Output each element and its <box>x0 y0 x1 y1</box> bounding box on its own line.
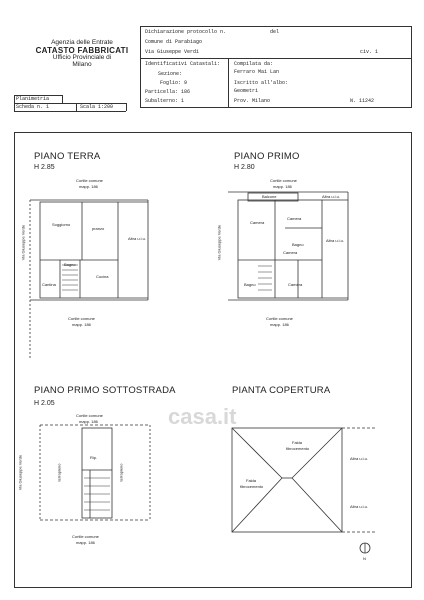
label-cortile-primo-top: Cortile comune <box>270 178 297 183</box>
room-bagno-primo: Bagno <box>292 242 304 247</box>
altra-copertura-1: Altra u.i.u. <box>350 456 369 461</box>
plan-title-copertura: PIANTA COPERTURA <box>232 385 331 396</box>
label-mapp-terra-top: mapp. 186 <box>79 184 98 189</box>
civ: civ. 1 <box>360 49 379 55</box>
falda-1: Falda <box>292 440 303 445</box>
compilatore: Ferraro Mai Lan <box>234 69 280 75</box>
label-cortile-sotto-top: Cortile comune <box>76 413 103 418</box>
altra-terra: Altra u.i.u. <box>128 236 147 241</box>
particella: Particella: 186 <box>145 89 191 95</box>
room-bagno-2: Bagno <box>244 282 256 287</box>
label-cortile-sotto-bottom: Cortile comune <box>72 534 99 539</box>
watermark: casa.it <box>168 404 237 429</box>
label-mapp-primo-top: mapp. 186 <box>273 184 292 189</box>
room-camera-4: Camera <box>288 282 303 287</box>
label-mapp-primo-bottom: mapp. 186 <box>270 322 289 327</box>
height-terra: H 2.85 <box>34 164 55 171</box>
label-mapp-terra-bottom: mapp. 186 <box>72 322 91 327</box>
room-terrapieno-2: terrapieno <box>118 463 124 482</box>
foglio: Foglio: 9 <box>160 80 188 86</box>
agency-line1: Agenzia delle Entrate <box>51 39 113 46</box>
side-primo: Via Giuseppe Verde <box>216 224 222 261</box>
via: Via Giuseppe Verdi <box>145 49 200 55</box>
altra-primo: Altra u.i.u. <box>326 238 345 243</box>
north-label: N <box>363 556 366 561</box>
height-primo: H 2.80 <box>234 164 255 171</box>
subalterno: Subalterno: 1 <box>145 98 185 104</box>
room-camera-1: Camera <box>250 220 265 225</box>
plan-title-terra: PIANO TERRA <box>34 151 101 162</box>
falda-2b: fibrocemento <box>240 484 264 489</box>
room-camera-2: Camera <box>287 216 302 221</box>
altra-primo-2: Altra u.i.u. <box>322 194 341 199</box>
label-cortile-terra-bottom: Cortile comune <box>68 316 95 321</box>
agency-line4: Milano <box>72 61 92 69</box>
sezione: Sezione: <box>158 71 183 77</box>
room-bagno-terra: Bagno <box>64 262 76 267</box>
side-terra: Via Giuseppe Verde <box>20 224 26 261</box>
altra-copertura-2: Altra u.i.u. <box>350 504 369 509</box>
label-cortile-terra-top: Cortile comune <box>76 178 103 183</box>
comune: Comune di Parabiago <box>145 39 203 45</box>
prov: Prov. Milano <box>234 98 271 104</box>
agency-line2: CATASTO FABBRICATI <box>35 45 129 55</box>
room-balcone: Balcone <box>262 194 277 199</box>
scala-label: Scala 1:200 <box>80 104 114 110</box>
iscritto: Iscritto all'albo: <box>234 80 289 86</box>
compilata: Compilata da: <box>234 61 274 67</box>
room-cucina: Cucina <box>96 274 109 279</box>
plan-title-primo: PIANO PRIMO <box>234 151 300 162</box>
room-terrapieno-1: terrapieno <box>56 463 62 482</box>
label-mapp-sotto-top: mapp. 186 <box>79 419 98 424</box>
n-number: N. 11242 <box>350 98 375 104</box>
room-rip: Rip. <box>90 455 98 460</box>
scheda-label: Scheda n. 1 <box>16 104 50 110</box>
side-sotto: Via Giuseppe Verde <box>17 454 23 491</box>
planimetria-label: Planimetria <box>16 96 50 102</box>
identificativi: Identificativi Catastali: <box>145 61 221 67</box>
falda-1b: fibrocemento <box>286 446 310 451</box>
falda-2: Falda <box>246 478 257 483</box>
agency-line3: Ufficio Provinciale di <box>52 54 112 62</box>
label-cortile-primo-bottom: Cortile comune <box>266 316 293 321</box>
albo: Geometri <box>234 88 259 94</box>
del-label: del <box>270 29 280 35</box>
plan-title-sottostrada: PIANO PRIMO SOTTOSTRADA <box>34 385 176 396</box>
height-sottostrada: H 2.05 <box>34 400 55 407</box>
room-soggiorno: Soggiorno <box>52 222 71 227</box>
dichiarazione: Dichiarazione protocollo n. <box>145 29 227 35</box>
room-pranzo: pranzo <box>92 226 105 231</box>
room-cantina: Cantina <box>42 282 56 287</box>
label-mapp-sotto-bottom: mapp. 186 <box>76 540 95 545</box>
room-camera-3: Camera <box>283 250 298 255</box>
